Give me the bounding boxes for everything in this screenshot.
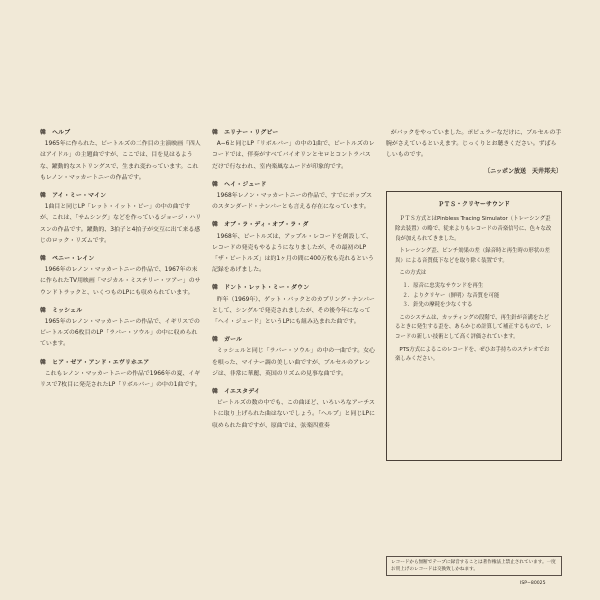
song-description: ミッシェルと同じ「ラバー・ソウル」の中の一曲です。女心を唄った、マイナー調の美しい曲ですが、ブルセルのアレンジは、非常に華麗、英国のリズムの見事な曲です。 [212,348,375,377]
song-title: 韓 ペニー・レイン [40,254,202,265]
column-3 [386,128,562,461]
pts-title: ＰＴＳ・クリヤーサウンド [438,200,510,208]
song-marker: 韓 [40,130,47,136]
song-marker: 韓 [40,256,47,263]
song-marker: 韓 [40,359,47,366]
song-marker: 韓 [212,389,219,396]
song-title: 韓 ドント・レット・ミー・ダウン [212,283,376,294]
song-description: 1968年レノン・マッカートニーの作品で、すでにポップスのスタンダード・ナンバーとも言える存在になっています。 [212,193,372,211]
song-entry [212,128,376,173]
pts-paragraph: PTS方式によるこのレコードを、ぜひお手持ちのステレオでお楽しみください。 [395,346,550,363]
song-title: 韓 オブ・ラ・ディ・オブ・ラ・ダ [212,220,376,231]
song-description: これもレノン・マッカートニーの作品で1966年の夏、イギリスで7枚目に発売されたLP「リボルバー」の中の1曲です。 [40,370,201,389]
song-marker: 韓 [212,130,219,136]
song-title: 韓 ガール [212,335,376,346]
song-marker: 韓 [212,181,219,188]
song-entry [40,191,202,247]
song-entry [212,180,376,214]
song-title: 韓 アイ・ミー・マイン [40,191,202,202]
song-marker: 韓 [212,337,219,344]
pts-feature-list [395,282,553,311]
catalog-number: ISP−80025 [520,581,546,586]
pts-feature-item: １．原音に忠実なサウンドを再生 [402,282,484,289]
song-title: 韓 ヘイ・ジュード [212,180,376,191]
column-2 [212,128,376,439]
song-title: 韓 ミッシェル [40,306,202,317]
song-marker: 韓 [212,222,219,229]
author-credit: 〔ニッポン放送 天井邦夫〕 [484,167,562,175]
song-entry [212,387,376,432]
song-entry [40,358,202,392]
continued-text: がバックをやっていました。ポピュラーなだけに、ブルセルの手腕がさえているといえます。じっくりとお聴きください。ずばらしいものです。 [386,130,562,159]
song-description: A−6と同じLP「リボルバー」の中の1曲で、ビートルズのレコードでは、伴奏がすべてバイオリンとセロとコントラバスだけで行なわれ、室内楽風なムードが印象的です。 [212,141,375,170]
song-description: 1曲目と同じLP「レット・イット・ビー」の中の曲ですが、これは、「サムシング」などを作っているジョージ・ハリスンの作品です。躍動的、3拍子と4拍子が交互に出て来る感じのロック・リズムです。 [40,204,202,244]
song-title: 韓 エリナー・リグビー [212,128,376,139]
song-title: 韓 イエスタデイ [212,387,376,398]
column-1 [40,128,202,398]
song-description: 1968年、ビートルズは、アップル・レコードを創設して、レコードの発売もやるようになりましたが、その最初のLP「ザ・ビートルズ」は約1ヶ月の間に400万枚も売れるという記録をあげました。 [212,233,374,274]
song-title: 韓 ヒア・ゼア・アンド・エヴリホエア [40,358,202,369]
song-entry [40,128,202,184]
song-entry [40,254,202,299]
song-entry [212,283,376,328]
song-description: 昨年（1969年）、ゲット・バックとのカプリング・ナンバーとして、シングルで発売されましたが、その後今年になって「ヘイ・ジュード」というLPにも組み込まれた曲です。 [212,296,375,326]
pts-feature-item: ３．針先の摩耗を少なくする [402,302,473,309]
song-marker: 韓 [212,285,219,292]
copyright-notice: レコードから無断でテープに録音することは著作権法上禁止されています。一度お買上げのレコードは交換致しかねます。 [386,556,562,576]
song-description: 1966年のレノン・マッカートニーの作品で、1967年の末に作られたTV用映画「マジカル・ミステリー・ツアー」のサウンドトラックと、いくつものLPにも収められています。 [40,267,201,296]
song-description: ビートルズの数の中でも、この曲ほど、いろいろなアーチストに取り上げられた曲はないでしょう。「ヘルプ」と同じLPに収められた曲ですが、原曲では、弦楽四重奏 [212,400,375,429]
pts-list-intro: この方式は [399,270,427,277]
song-title: 韓 ヘルプ [40,128,202,139]
pts-paragraph: このシステムは、カッティングの段階で、再生針が音溝をたどるときに発生する歪を、あらかじめ計算して補正するもので、レコードの新しい技術として高く評価されています。 [395,314,552,340]
song-entry [212,335,376,380]
pts-paragraph: トレーシング歪、ピンチ効果の差（録音時と再生時の形状の差異）による音質低下などを取り除く装置です。 [395,248,550,264]
song-marker: 韓 [40,193,47,200]
song-description: 1965年のレノン・マッカートニーの作品で、イギリスでのビートルズの6枚目のLP「ラバー・ソウル」の中に収められています。 [40,319,200,348]
song-entry [40,306,202,351]
pts-feature-item: ２．よりクリヤー（鮮明）な音質を可能 [402,292,500,299]
pts-paragraph: ＰＴＳ方式とはPinbless Tracing Simulator（トレーシング歪除去装置）の略で、従来よりもレコードの音楽信号に、色々な改良が加えられてきました。 [395,216,552,242]
pts-info-box [386,191,562,461]
song-marker: 韓 [40,307,47,314]
song-entry [212,220,376,276]
song-description: 1965年に作られた、ビートルズの二作目の主演映画「四人はアイドル」の主題曲ですが、ここでは、目を見はるような、躍動的なストリングスで、生まれ変わっています。これもレノン・マッカートニーの作品です。 [40,141,201,181]
